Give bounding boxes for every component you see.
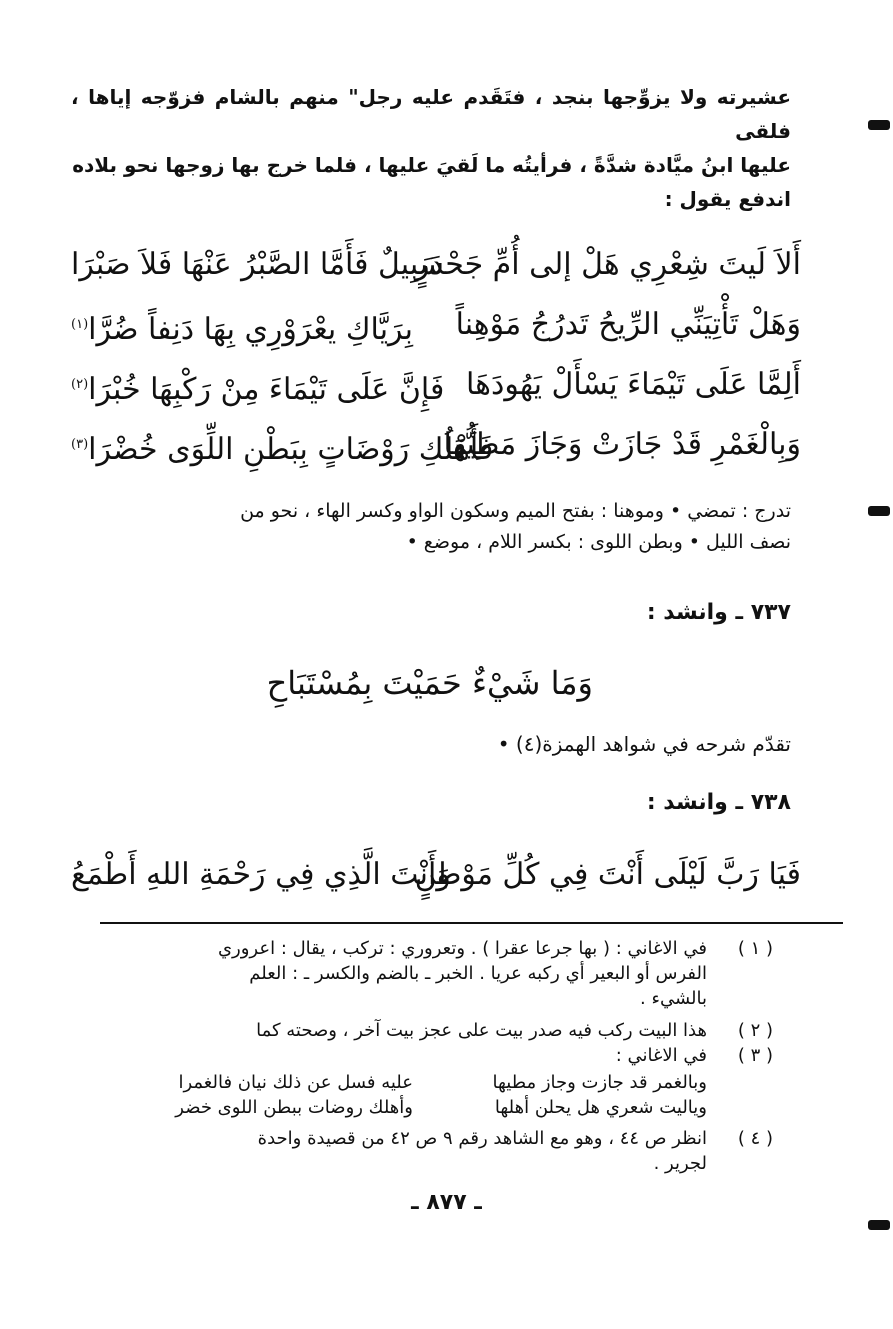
footnote-line: هذا البيت ركب فيه صدر بيت على عجز بيت آخر ، وصحته كما	[256, 1020, 707, 1041]
verse-second-hemistich	[71, 416, 493, 479]
footnote-marker: (١)	[71, 317, 89, 332]
intro-paragraph	[71, 80, 791, 216]
verse-second-hemistich: وَأَنْتَ الَّذِي فِي رَحْمَةِ اللهِ أَطْمَعُ	[71, 857, 451, 892]
footnote-separator	[100, 922, 843, 924]
verse-first-hemistich: وَبِالْغَمْرِ قَدْ جَازَتْ وَجَازَ مَطِيُّهَا	[443, 427, 801, 462]
intro-line: اندفع يقول :	[664, 187, 791, 211]
verse-text: فَإِنَّ عَلَى تَيْمَاءَ مِنْ رَكْبِهَا خُبْرَا	[88, 372, 445, 407]
verse-first-hemistich: أَلِمَّا عَلَى تَيْمَاءَ يَسْأَلْ يَهُودَهَا	[466, 367, 801, 402]
footnote-couplet-line: وأهلك روضات ببطن اللوى خضر	[175, 1097, 413, 1118]
footnote-text	[107, 936, 707, 1011]
verse-second-hemistich: سَبِيلٌ فَأَمَّا الصَّبْرُ عَنْهَا فَلاَ صَبْرَا	[71, 247, 445, 282]
footnote-couplet-line: عليه فسل عن ذلك نيان فالغمرا	[178, 1072, 413, 1093]
page-number: ـ ٨٧٧ ـ	[411, 1190, 482, 1215]
footnote-number: ( ١ )	[737, 938, 773, 959]
intro-line: عشيرته ولا يزوِّجها بنجد ، فتَقَدم عليه رجل" منهم بالشام فزوّجه إياها ، فلقى	[71, 85, 791, 143]
verse-text: بِرَيَّاكِ يعْرَوْرِي بِهَا دَنِفاً ضُرَّا	[88, 312, 413, 347]
gloss-paragraph	[71, 496, 791, 558]
verse-first-hemistich: وَهَلْ تَأْتِيَنِّي الرِّيحُ تَدرُجُ مَوْهِناً	[455, 307, 801, 342]
verse-row	[71, 236, 801, 296]
footnote-couplet-line: وبالغمر قد جازت وجاز مطيها	[492, 1072, 707, 1093]
footnote-number: ( ٤ )	[737, 1128, 773, 1149]
footnote-line: الفرس أو البعير أي ركبه عريا . الخبر ـ بالضم والكسر ـ : العلم	[249, 963, 707, 984]
margin-ink-mark	[868, 1220, 890, 1230]
verse-second-hemistich	[71, 296, 413, 359]
verse-first-hemistich: فَيَا رَبَّ لَيْلَى أَنْتَ فِي كُلِّ مَوْطِنٍ	[414, 857, 801, 892]
footnote-number: ( ٢ )	[737, 1020, 773, 1041]
intro-line: عليها ابنُ ميَّادة شدَّةً ، فرأيتُه ما لَقيَ عليها ، فلما خرج بها زوجها نحو بلاده	[72, 153, 791, 177]
cross-reference-note: تقدّم شرحه في شواهد الهمزة(٤) •	[497, 732, 791, 756]
footnote-marker: (٣)	[71, 437, 89, 452]
footnote-couplet-line: وياليت شعري هل يحلن أهلها	[494, 1097, 707, 1118]
gloss-line: تدرج : تمضي • وموهنا : بفتح الميم وسكون الواو وكسر الهاء ، نحو من	[240, 500, 791, 522]
footnote-number: ( ٣ )	[737, 1045, 773, 1066]
margin-ink-mark	[868, 506, 890, 516]
single-verse-737: وَمَا شَيْءٌ حَمَيْتَ بِمُسْتَبَاحِ	[266, 664, 593, 702]
verse-row	[71, 416, 801, 476]
verse-row-738	[71, 846, 801, 906]
footnote-line: بالشيء .	[640, 988, 707, 1009]
verse-first-hemistich: أَلاَ لَيتَ شِعْرِي هَلْ إلى أُمِّ جَحْدَرٍ	[414, 247, 801, 282]
verse-text: فَأَهْلُكِ رَوْضَاتٍ بِبَطْنِ اللِّوَى خُضْرَا	[88, 432, 494, 467]
footnote-line: انظر ص ٤٤ ، وهو مع الشاهد رقم ٩ ص ٤٢ من قصيدة واحدة	[257, 1128, 707, 1149]
verse-second-hemistich	[71, 356, 444, 419]
gloss-line: نصف الليل • وبطن اللوى : بكسر اللام ، موضع •	[406, 531, 791, 553]
footnote-line: لجرير .	[653, 1153, 707, 1174]
entry-heading-738: ٧٣٨ ـ وانشد :	[646, 790, 791, 815]
footnote-marker: (٢)	[71, 377, 89, 392]
margin-ink-mark	[868, 120, 890, 130]
footnote-text	[107, 1126, 707, 1176]
footnote-text	[107, 1043, 707, 1068]
entry-heading-737: ٧٣٧ ـ وانشد :	[646, 600, 791, 625]
footnote-text	[107, 1018, 707, 1043]
verse-row	[71, 296, 801, 356]
verse-row	[71, 356, 801, 416]
footnote-line: في الاغاني : ( بها جرعا عقرا ) . وتعروري : تركب ، يقال : اعروري	[217, 938, 707, 959]
footnote-line: في الاغاني :	[615, 1045, 707, 1066]
